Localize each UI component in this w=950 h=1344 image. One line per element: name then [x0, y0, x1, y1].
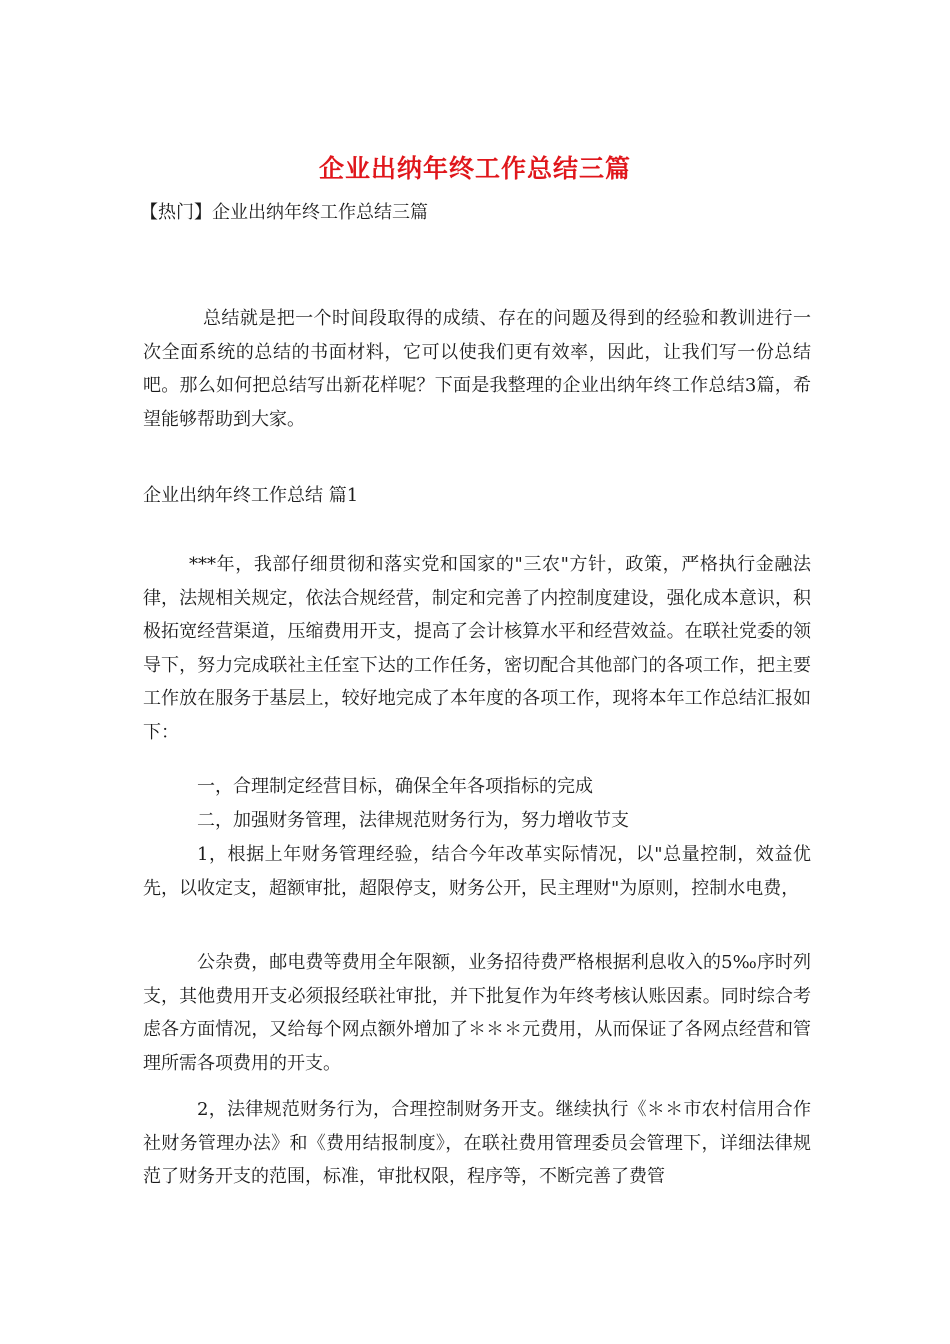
body-paragraph: 2，法律规范财务行为，合理控制财务开支。继续执行《＊＊市农村信用合作社财务管理办法》和《费用结报制度》，在联社费用管理委员会管理下，详细法律规范了财务开支的范围，标准，审批权限，程序等，不断完善了费管 — [143, 1099, 811, 1187]
section-heading: 企业出纳年终工作总结 篇1 — [143, 485, 359, 506]
document-subtitle: 【热门】企业出纳年终工作总结三篇 — [140, 202, 428, 223]
document-title: 企业出纳年终工作总结三篇 — [318, 154, 631, 183]
body-paragraph: 1，根据上年财务管理经验，结合今年改革实际情况，以"总量控制，效益优先，以收定支，超额审批，超限停支，财务公开，民主理财"为原则，控制水电费， — [143, 844, 811, 899]
body-paragraph: 公杂费，邮电费等费用全年限额，业务招待费严格根据利息收入的5‰序时列支，其他费用开支必须报经联社审批，并下批复作为年终考核认账因素。同时综合考虑各方面情况，又给每个网点额外增加了＊＊＊元费用，从而保证了各网点经营和管理所需各项费用的开支。 — [143, 952, 811, 1074]
body-paragraph: ***年，我部仔细贯彻和落实党和国家的"三农"方针，政策，严格执行金融法律，法规相关规定，依法合规经营，制定和完善了内控制度建设，强化成本意识，积极拓宽经营渠道，压缩费用开支，提高了会计核算水平和经营效益。在联社党委的领导下，努力完成联社主任室下达的工作任务，密切配合其他部门的各项工作，把主要工作放在服务于基层上，较好地完成了本年度的各项工作，现将本年工作总结汇报如下： — [143, 554, 811, 743]
body-paragraph: 二，加强财务管理，法律规范财务行为，努力增收节支 — [197, 810, 629, 831]
body-paragraph: 一，合理制定经营目标，确保全年各项指标的完成 — [197, 776, 593, 797]
intro-paragraph: 总结就是把一个时间段取得的成绩、存在的问题及得到的经验和教训进行一次全面系统的总结的书面材料，它可以使我们更有效率，因此，让我们写一份总结吧。那么如何把总结写出新花样呢？下面是我整理的企业出纳年终工作总结3篇，希望能够帮助到大家。 — [143, 308, 811, 430]
